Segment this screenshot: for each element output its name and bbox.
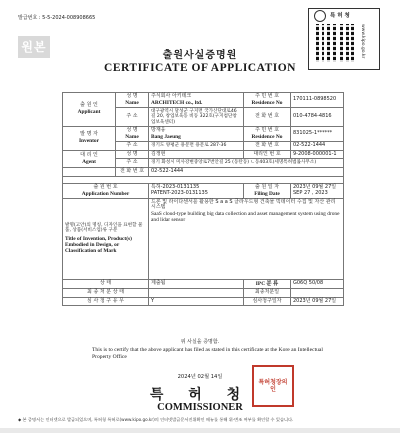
status-value: 제출됨 (149, 279, 244, 288)
applicant-name-ko: 주식회사 아키테크 (151, 93, 192, 99)
applicant-name-label (116, 93, 149, 108)
filing-date-label-ko: 출 원 일 자 (254, 183, 280, 190)
filing-date-ko: 2023년 09월 27일 (293, 183, 337, 190)
inventor-name-label-en: Name (125, 133, 139, 140)
agent-phone-value: 02-522-1444 (149, 168, 344, 177)
agent-name-row (63, 150, 344, 159)
filing-date-label (244, 183, 291, 198)
inventor-name-value (149, 126, 244, 141)
filing-date-value (291, 183, 344, 198)
footer-note: ◆ 본 증명서는 인터넷으로 발급되었으며, 특허청 특허로(www.kipo.go.kr)의 인터넷발급문서진위확인 메뉴를 통해 위·변조 여부를 확인할 수 있습니다. (18, 417, 294, 422)
inventor-phone-value: 02-522-1444 (291, 141, 344, 150)
commissioner-korean: 특 허 청 (149, 387, 251, 403)
agent-code-label: 대리인 번 호 (244, 150, 291, 159)
applicant-name-label-en: Name (125, 99, 139, 106)
application-number-label-ko: 출 원 번 호 (93, 183, 118, 190)
applicant-name-en: ARCHITECH co., ltd. (151, 99, 203, 106)
kipo-stamp-title: 특 허 청 (330, 13, 350, 19)
issue-date: 2024년 02월 14일 (177, 374, 223, 380)
title-english: CERTIFICATE OF APPLICATION (104, 62, 296, 74)
exam-request-label: 심 사 청 구 유 무 (63, 297, 149, 306)
exam-date-label: 심사청구일자 (244, 297, 291, 306)
invention-title-row (63, 198, 344, 279)
footer-bar (0, 428, 400, 433)
inventor-address-value: 경기도 양평군 용문면 용문로 287-36 (149, 141, 244, 150)
original-mark: 원본 (18, 36, 50, 58)
status-row (63, 279, 344, 288)
inventor-residence-value: 831025-1****** (291, 126, 344, 141)
filing-date-en: SEP 27 , 2023 (293, 189, 328, 196)
agent-name-label: 성 명 (116, 150, 149, 159)
application-number-ko: 특허-2023-0131135 (151, 183, 200, 190)
issue-number: 발급번호 : 5-5-2024-008908665 (18, 15, 96, 21)
inventor-name-en: Bang Jaeung (151, 133, 181, 140)
agent-code-value: 9-2008-000001-1 (291, 150, 344, 159)
inventor-name-label-ko: 성 명 (126, 126, 138, 133)
invention-title-value (149, 198, 344, 279)
invention-title-label (63, 198, 149, 279)
applicant-residence-label (244, 93, 291, 108)
invention-title-label-ko: 발명(고안)의 명칭, 디자인을 표현할 물품, 상품(서비스업)류 구분 (65, 223, 143, 234)
exam-request-value: Y (149, 297, 244, 306)
kipo-site-text: www.kipo.go.kr (360, 24, 365, 59)
applicant-address-label: 주 소 (116, 107, 149, 126)
gap-cell-1 (63, 176, 344, 183)
final-disposition-label: 최 종 처 분 상 태 (63, 288, 149, 297)
agent-address-label: 주 소 (116, 159, 149, 168)
gap-row-1 (63, 176, 344, 183)
applicant-residence-label-en: Residence No (251, 99, 283, 106)
inventor-residence-label (244, 126, 291, 141)
inventor-category (63, 126, 116, 150)
applicant-name-row (63, 93, 344, 108)
agent-name-value: 김정현 (149, 150, 244, 159)
applicant-phone-value: 010-4784-4816 (291, 107, 344, 126)
applicant-phone-label: 전 화 번 호 (244, 107, 291, 126)
invention-title-label-en: Title of Invention, Product(s) Embodied in Design, or Classification of Mark (65, 235, 132, 255)
invention-title-en: SaaS cloud-type building big data collection and asset management system using drone and lidar sensor (151, 211, 340, 224)
agent-address-value (149, 159, 344, 168)
certificate-table (62, 92, 344, 306)
agent-phone-label: 전 화 번 호 (116, 168, 149, 177)
inventor-address-label: 주 소 (116, 141, 149, 150)
agent-category-ko: 대 리 인 (80, 151, 98, 158)
final-disposition-value (149, 288, 244, 297)
inventor-residence-label-ko: 주 민 번 호 (254, 126, 280, 133)
exam-date-value: 2023년 09월 27일 (291, 297, 344, 306)
agent-phone-row (63, 168, 344, 177)
applicant-address-value: 대구광역시 달성군 구지면 국가산단대로46길 20, 창업보육동 비동 322호(구지첨단창업보육센터) (149, 107, 244, 126)
applicant-name-label-ko: 성 명 (126, 93, 138, 99)
final-disposition-row (63, 288, 344, 297)
inventor-residence-label-en: Residence No (251, 133, 283, 140)
ipc-value: G06Q 50/08 (291, 279, 344, 288)
applicant-name-value (149, 93, 244, 108)
agent-category-en: Agent (82, 158, 96, 165)
kipo-logo-icon (314, 10, 326, 22)
inventor-category-ko: 발 명 자 (80, 131, 98, 138)
applicant-residence-label-ko: 주 민 번 호 (254, 93, 280, 99)
application-number-en: PATENT-2023-0131135 (151, 189, 208, 196)
inventor-name-ko: 방재웅 (151, 126, 166, 133)
application-number-label-en: Application Number (81, 190, 130, 197)
applicant-category (63, 93, 116, 127)
application-number-row (63, 183, 344, 198)
ipc-label: IPC 분 류 (244, 279, 291, 288)
official-seal-icon: 특허청장의인 (252, 365, 294, 407)
final-date-value (291, 288, 344, 297)
certification-english: This is to certify that the above applicant has filed as stated in this certificate at the Kore an Intellectual Property Office (92, 347, 323, 360)
inventor-name-row (63, 126, 344, 141)
commissioner-english: COMMISSIONER (157, 402, 243, 413)
inventor-name-label (116, 126, 149, 141)
inventor-phone-label: 전 화 번 호 (244, 141, 291, 150)
filing-date-label-en: Filing Date (254, 190, 280, 197)
status-label: 상 태 (63, 279, 149, 288)
invention-title-ko: 드론 및 라이다센서를 활용한 S a a S 클라우드형 건축물 빅데이터 수집 및 자산 관리 시스템 (151, 198, 336, 211)
application-number-value (149, 183, 244, 198)
final-date-label: 최종처분일 (244, 288, 291, 297)
agent-phone-spacer (63, 168, 116, 177)
agent-address-text: 경기 화성시 미사강변중앙로7번안길 25 (동탄동) ㄴ동403호(세명특허법률사무소) (151, 160, 317, 166)
applicant-residence-value: 170111-0898520 (291, 93, 344, 108)
exam-request-row (63, 297, 344, 306)
certification-korean: 위 사실을 증명함. (180, 339, 220, 345)
applicant-category-en: Applicant (77, 109, 101, 116)
agent-category (63, 150, 116, 168)
inventor-category-en: Inventor (78, 137, 100, 144)
title-korean: 출원사실증명원 (162, 50, 238, 61)
application-number-label (63, 183, 149, 198)
applicant-category-ko: 출 원 인 (80, 102, 98, 109)
